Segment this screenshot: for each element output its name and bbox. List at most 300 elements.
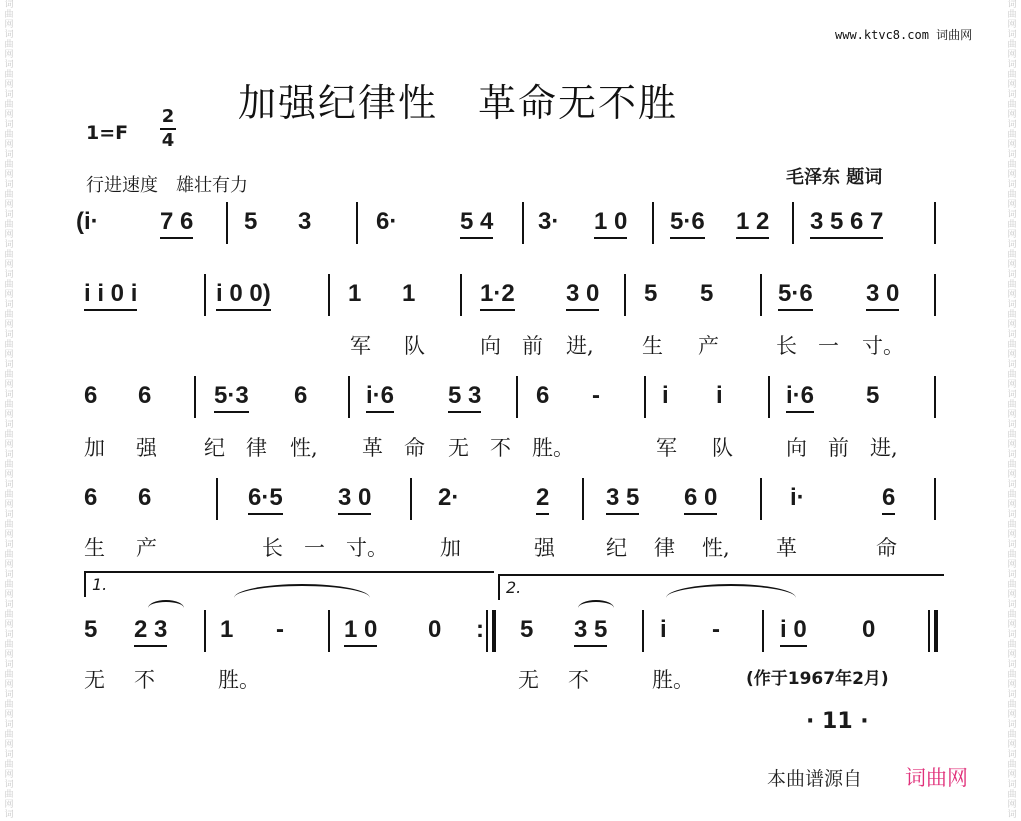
watermark-char: 曲: [4, 550, 14, 560]
composition-date: (作于1967年2月): [746, 669, 889, 689]
score-row-5: [76, 616, 946, 664]
watermark-char: 网: [4, 440, 14, 450]
watermark-char: 网: [4, 470, 14, 480]
watermark-char: 词: [4, 360, 14, 370]
watermark-char: 网: [4, 110, 14, 120]
time-signature-top: 2: [161, 106, 175, 127]
note: 6: [84, 382, 98, 409]
watermark-char: 词: [1007, 90, 1017, 100]
site-name[interactable]: 词曲网: [936, 28, 973, 42]
song-title: 加强纪律性 革命无不胜: [238, 81, 679, 125]
volta-first-label: 1.: [92, 575, 108, 594]
watermark-char: 曲: [4, 280, 14, 290]
watermark-char: 网: [1007, 140, 1017, 150]
barline: [652, 202, 654, 244]
note: 5: [84, 616, 98, 643]
lyric-char: 一: [304, 536, 325, 560]
watermark-char: 曲: [1007, 610, 1017, 620]
watermark-char: 网: [4, 560, 14, 570]
watermark-char: 网: [1007, 410, 1017, 420]
watermark-char: 词: [1007, 330, 1017, 340]
watermark-char: 词: [4, 480, 14, 490]
repeat-sign: :: [476, 616, 484, 643]
watermark-char: 曲: [4, 400, 14, 410]
watermark-char: 词: [1007, 60, 1017, 70]
lyric-char: 军: [350, 334, 371, 358]
lyric-char: 无: [518, 668, 539, 692]
watermark-char: 网: [4, 260, 14, 270]
watermark-char: 词: [1007, 300, 1017, 310]
barline: [934, 376, 936, 418]
note: 3 5 6 7: [810, 208, 883, 239]
lyric-char: 性,: [702, 536, 730, 560]
watermark-char: 曲: [1007, 760, 1017, 770]
lyric-char: 向: [480, 334, 501, 358]
watermark-char: 网: [1007, 20, 1017, 30]
note: (i·: [76, 208, 99, 235]
watermark-char: 曲: [4, 340, 14, 350]
watermark-char: 网: [4, 650, 14, 660]
watermark-char: 网: [1007, 650, 1017, 660]
watermark-char: 曲: [1007, 400, 1017, 410]
watermark-char: 曲: [4, 520, 14, 530]
note: 3 0: [566, 280, 599, 311]
note: 6: [882, 484, 895, 515]
watermark-char: 网: [4, 20, 14, 30]
lyric-char: 性,: [290, 436, 318, 460]
barline: [328, 274, 330, 316]
watermark-char: 词: [1007, 120, 1017, 130]
barline: [226, 202, 228, 244]
note: 3·: [538, 208, 560, 235]
watermark-char: 曲: [4, 580, 14, 590]
barline: [328, 610, 330, 652]
barline: [792, 202, 794, 244]
watermark-char: 曲: [4, 730, 14, 740]
watermark-char: 词: [4, 810, 14, 820]
watermark-char: 网: [1007, 230, 1017, 240]
watermark-char: 网: [4, 50, 14, 60]
watermark-char: 曲: [4, 640, 14, 650]
watermark-char: 曲: [4, 790, 14, 800]
lyric-char: 队: [404, 334, 425, 358]
lyric-char: 命: [876, 536, 897, 560]
watermark-char: 曲: [4, 490, 14, 500]
watermark-char: 词: [1007, 0, 1017, 10]
watermark-char: 词: [1007, 390, 1017, 400]
watermark-char: 词: [1007, 630, 1017, 640]
watermark-char: 曲: [1007, 370, 1017, 380]
watermark-char: 曲: [1007, 280, 1017, 290]
watermark-char: 网: [1007, 290, 1017, 300]
note: 5: [244, 208, 258, 235]
note: i 0: [780, 616, 807, 647]
note: i·6: [786, 382, 814, 413]
watermark-char: 词: [4, 180, 14, 190]
note: i i 0 i: [84, 280, 137, 311]
barline: [460, 274, 462, 316]
watermark-char: 曲: [1007, 340, 1017, 350]
watermark-char: 词: [1007, 150, 1017, 160]
watermark-char: 曲: [4, 190, 14, 200]
page-number: · 11 ·: [806, 709, 869, 734]
note: 5: [644, 280, 658, 307]
watermark-char: 网: [1007, 440, 1017, 450]
score-row-3: [76, 382, 946, 430]
watermark-char: 词: [4, 690, 14, 700]
watermark-char: 词: [1007, 720, 1017, 730]
lyric-char: 不: [134, 668, 155, 692]
watermark-char: 网: [4, 230, 14, 240]
note: 6: [536, 382, 550, 409]
barline-thick: [492, 610, 496, 652]
barline: [216, 478, 218, 520]
lyric-char: 产: [136, 536, 157, 560]
lyric-char: 律: [246, 436, 267, 460]
watermark-char: 曲: [1007, 220, 1017, 230]
lyric-char: 胜。: [532, 436, 574, 460]
note: 6·5: [248, 484, 283, 515]
lyric-char: 纪: [606, 536, 627, 560]
watermark-char: 词: [1007, 810, 1017, 820]
note: 5: [520, 616, 534, 643]
note: 5·6: [778, 280, 813, 311]
watermark-char: 曲: [1007, 520, 1017, 530]
watermark-char: 曲: [4, 370, 14, 380]
watermark-char: 词: [1007, 210, 1017, 220]
watermark-char: 词: [1007, 450, 1017, 460]
lyric-char: 前: [828, 436, 849, 460]
watermark-char: 曲: [4, 760, 14, 770]
watermark-char: 曲: [1007, 100, 1017, 110]
watermark-char: 词: [4, 600, 14, 610]
lyric-char: 加: [440, 536, 461, 560]
watermark-char: 网: [4, 500, 14, 510]
watermark-char: 曲: [1007, 70, 1017, 80]
note: 5 3: [448, 382, 481, 413]
lyric-char: 无: [448, 436, 469, 460]
watermark-char: 词: [4, 0, 14, 10]
lyric-char: 进,: [870, 436, 898, 460]
lyric-char: 一: [818, 334, 839, 358]
barline: [194, 376, 196, 418]
watermark-char: 词: [4, 90, 14, 100]
note: -: [592, 382, 600, 409]
watermark-char: 曲: [1007, 730, 1017, 740]
watermark-char: 曲: [1007, 640, 1017, 650]
note: 5: [700, 280, 714, 307]
watermark-char: 网: [1007, 50, 1017, 60]
watermark-char: 网: [4, 80, 14, 90]
barline: [348, 376, 350, 418]
time-signature-bottom: 4: [161, 130, 175, 151]
note: 0: [428, 616, 442, 643]
watermark-char: 曲: [1007, 670, 1017, 680]
watermark-char: 词: [1007, 600, 1017, 610]
watermark-char: 词: [1007, 420, 1017, 430]
lyrics-row-3: [0, 432, 1021, 462]
watermark-char: 词: [4, 60, 14, 70]
watermark-char: 网: [4, 290, 14, 300]
watermark-char: 网: [4, 350, 14, 360]
lyric-char: 寸。: [346, 536, 388, 560]
barline: [762, 610, 764, 652]
watermark-char: 词: [1007, 690, 1017, 700]
watermark-char: 网: [1007, 620, 1017, 630]
note: i·6: [366, 382, 394, 413]
note: 6: [84, 484, 98, 511]
watermark-char: 曲: [4, 430, 14, 440]
watermark-char: 词: [4, 660, 14, 670]
note: 0: [862, 616, 876, 643]
watermark-char: 网: [1007, 80, 1017, 90]
note: 6·: [376, 208, 398, 235]
watermark-char: 词: [1007, 240, 1017, 250]
watermark-char: 词: [4, 420, 14, 430]
note: i 0 0): [216, 280, 271, 311]
watermark-char: 网: [4, 380, 14, 390]
watermark-char: 曲: [1007, 40, 1017, 50]
watermark-char: 网: [4, 680, 14, 690]
lyric-char: 生: [642, 334, 663, 358]
watermark-char: 曲: [1007, 190, 1017, 200]
note: 5: [866, 382, 880, 409]
lyric-char: 生: [84, 536, 105, 560]
lyric-char: 长: [262, 536, 283, 560]
score-row-2: [76, 280, 946, 328]
watermark-char: 网: [1007, 530, 1017, 540]
watermark-char: 词: [4, 720, 14, 730]
site-url[interactable]: [835, 26, 972, 43]
lyric-char: 前: [522, 334, 543, 358]
watermark-char: 词: [1007, 30, 1017, 40]
barline: [204, 274, 206, 316]
watermark-char: 词: [4, 330, 14, 340]
barline: [768, 376, 770, 418]
watermark-char: 网: [4, 170, 14, 180]
watermark-char: 网: [1007, 200, 1017, 210]
lyric-char: 无: [84, 668, 105, 692]
watermark-char: 网: [1007, 170, 1017, 180]
note: 2·: [438, 484, 460, 511]
lyric-char: 寸。: [862, 334, 904, 358]
note: 1 0: [594, 208, 627, 239]
note: i: [660, 616, 667, 643]
note: 3 0: [866, 280, 899, 311]
note: i: [716, 382, 723, 409]
volta-second-label: 2.: [506, 578, 522, 597]
watermark-char: 曲: [1007, 580, 1017, 590]
barline: [642, 610, 644, 652]
watermark-char: 网: [1007, 560, 1017, 570]
brand-link[interactable]: 词曲网: [905, 766, 968, 790]
watermark-char: 曲: [4, 310, 14, 320]
watermark-char: 词: [1007, 360, 1017, 370]
lyric-char: 加: [84, 436, 105, 460]
note: 1: [348, 280, 362, 307]
barline: [486, 610, 488, 652]
lyric-char: 革: [776, 536, 797, 560]
watermark-char: 词: [1007, 540, 1017, 550]
watermark-char: 曲: [4, 100, 14, 110]
watermark-char: 曲: [1007, 790, 1017, 800]
watermark-char: 词: [4, 780, 14, 790]
watermark-char: 曲: [4, 130, 14, 140]
note: 2: [536, 484, 549, 515]
lyricist-credit: 毛泽东 题词: [786, 167, 883, 188]
watermark-char: 曲: [4, 610, 14, 620]
watermark-char: 网: [1007, 350, 1017, 360]
watermark-char: 词: [1007, 480, 1017, 490]
note: 1 0: [344, 616, 377, 647]
barline: [522, 202, 524, 244]
watermark-char: 网: [4, 530, 14, 540]
lyric-char: 强: [534, 536, 555, 560]
watermark-char: 曲: [4, 40, 14, 50]
site-url-text[interactable]: www.ktvc8.com: [835, 28, 929, 42]
note: -: [276, 616, 284, 643]
watermark-char: 词: [4, 240, 14, 250]
watermark-char: 词: [4, 120, 14, 130]
watermark-char: 网: [4, 140, 14, 150]
watermark-char: 曲: [1007, 550, 1017, 560]
note: 5·3: [214, 382, 249, 413]
watermark-char: 词: [4, 450, 14, 460]
lyric-char: 长: [776, 334, 797, 358]
note: i·: [790, 484, 805, 511]
barline: [516, 376, 518, 418]
note: 3 5: [606, 484, 639, 515]
watermark-char: 曲: [4, 670, 14, 680]
barline-final: [934, 610, 938, 652]
watermark-char: 词: [1007, 660, 1017, 670]
barline: [624, 274, 626, 316]
barline: [644, 376, 646, 418]
lyric-char: 纪: [204, 436, 225, 460]
note: 3: [298, 208, 312, 235]
watermark-char: 词: [4, 750, 14, 760]
lyric-char: 军: [656, 436, 677, 460]
watermark-char: 曲: [4, 700, 14, 710]
watermark-char: 曲: [4, 460, 14, 470]
watermark-char: 网: [1007, 320, 1017, 330]
watermark-char: 词: [4, 390, 14, 400]
watermark-char: 曲: [4, 70, 14, 80]
note: 6: [294, 382, 308, 409]
lyrics-row-2: [0, 330, 1021, 360]
note: 2 3: [134, 616, 167, 647]
slur: [148, 600, 184, 616]
lyric-char: 进,: [566, 334, 594, 358]
watermark-char: 曲: [1007, 130, 1017, 140]
lyric-char: 产: [698, 334, 719, 358]
key-signature: 1=F: [86, 122, 129, 144]
watermark-char: 网: [1007, 710, 1017, 720]
note: 6: [138, 484, 152, 511]
watermark-char: 词: [1007, 750, 1017, 760]
watermark-char: 词: [1007, 570, 1017, 580]
watermark-char: 网: [4, 770, 14, 780]
watermark-char: 网: [1007, 470, 1017, 480]
watermark-char: 网: [1007, 380, 1017, 390]
barline: [582, 478, 584, 520]
watermark-char: 词: [4, 270, 14, 280]
note: 6 0: [684, 484, 717, 515]
note: 3 5: [574, 616, 607, 647]
watermark-char: 曲: [4, 10, 14, 20]
barline: [410, 478, 412, 520]
watermark-char: 词: [4, 30, 14, 40]
watermark-char: 网: [4, 710, 14, 720]
slur: [578, 600, 614, 616]
watermark-char: 词: [4, 510, 14, 520]
barline: [204, 610, 206, 652]
watermark-char: 曲: [1007, 700, 1017, 710]
watermark-char: 网: [4, 320, 14, 330]
note: 7 6: [160, 208, 193, 239]
note: 1 2: [736, 208, 769, 239]
watermark-strip-left: [2, 0, 16, 821]
watermark-char: 词: [4, 210, 14, 220]
time-signature: [158, 106, 178, 152]
barline: [760, 478, 762, 520]
score-row-4: [76, 484, 946, 532]
lyric-char: 律: [654, 536, 675, 560]
watermark-char: 曲: [4, 220, 14, 230]
watermark-char: 网: [1007, 800, 1017, 810]
lyric-char: 胜。: [218, 668, 260, 692]
watermark-char: 网: [1007, 770, 1017, 780]
watermark-char: 网: [1007, 680, 1017, 690]
lyric-char: 向: [786, 436, 807, 460]
tempo-marking: 行进速度 雄壮有力: [86, 175, 248, 196]
watermark-char: 网: [1007, 500, 1017, 510]
watermark-char: 曲: [1007, 250, 1017, 260]
watermark-char: 网: [1007, 740, 1017, 750]
lyric-char: 强: [136, 436, 157, 460]
watermark-char: 曲: [1007, 430, 1017, 440]
lyric-char: 革: [362, 436, 383, 460]
tie: [234, 584, 370, 612]
watermark-char: 网: [1007, 110, 1017, 120]
score-row-1: [76, 208, 946, 256]
barline: [934, 478, 936, 520]
watermark-char: 词: [4, 630, 14, 640]
note: 1·2: [480, 280, 515, 311]
barline: [928, 610, 930, 652]
lyric-char: 胜。: [652, 668, 694, 692]
watermark-char: 网: [4, 740, 14, 750]
note: i: [662, 382, 669, 409]
source-label: 本曲谱源自: [767, 768, 863, 790]
watermark-char: 曲: [1007, 310, 1017, 320]
note: 1: [220, 616, 234, 643]
watermark-char: 网: [4, 800, 14, 810]
watermark-char: 网: [4, 590, 14, 600]
watermark-char: 网: [4, 410, 14, 420]
lyric-char: 不: [490, 436, 511, 460]
watermark-char: 词: [4, 540, 14, 550]
watermark-char: 词: [4, 150, 14, 160]
lyric-char: 不: [568, 668, 589, 692]
barline: [934, 274, 936, 316]
barline: [356, 202, 358, 244]
watermark-char: 网: [4, 200, 14, 210]
watermark-char: 曲: [1007, 160, 1017, 170]
watermark-char: 词: [1007, 780, 1017, 790]
watermark-char: 词: [1007, 180, 1017, 190]
watermark-char: 曲: [1007, 490, 1017, 500]
